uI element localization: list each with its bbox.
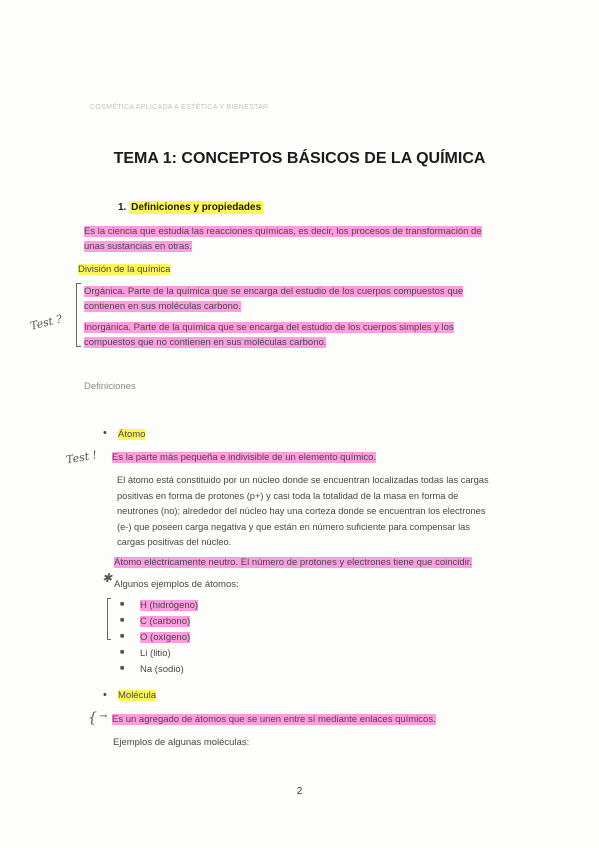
page-title: TEMA 1: CONCEPTOS BÁSICOS DE LA QUÍMICA xyxy=(113,150,486,167)
molecula-definition: Es un agregado de átomos que se unen entre sí mediante enlaces químicos. xyxy=(112,714,436,725)
handwritten-bracket xyxy=(107,598,111,640)
handwritten-note: Test ? xyxy=(28,312,64,333)
brace-icon: { xyxy=(88,710,97,726)
atomo-desc-line: neutrones (no); alrededor del núcleo hay una corteza donde se encuentran los electrones xyxy=(117,506,486,516)
molecula-examples-label: Ejemplos de algunas moléculas: xyxy=(113,737,250,748)
examples-label: Algunos ejemplos de átomos: xyxy=(114,579,239,590)
list-bullet: ■ xyxy=(120,601,125,608)
list-bullet: ■ xyxy=(120,649,125,656)
definiciones-label: Definiciones xyxy=(84,381,136,392)
section-number: 1. xyxy=(118,202,127,213)
star-icon: ✱ xyxy=(102,571,113,585)
section-heading xyxy=(118,202,263,213)
handwritten-bracket xyxy=(76,283,81,347)
bullet-dot: • xyxy=(103,427,107,439)
intro-line: unas sustancias en otras. xyxy=(84,241,192,252)
list-bullet: ■ xyxy=(120,617,125,624)
organica-line: Orgánica. Parte de la química que se encarga del estudio de los cuerpos compuestos que xyxy=(84,286,464,297)
intro-line: Es la ciencia que estudia las reacciones químicas, es decir, los procesos de transformación de xyxy=(84,226,482,237)
arrow-icon: → xyxy=(99,711,108,722)
organica-paragraph xyxy=(84,284,463,314)
page-header: COSMÉTICA APLICADA A ESTÉTICA Y BIENESTAR xyxy=(90,104,269,111)
handwritten-note: Test ! xyxy=(65,448,98,467)
page-number: 2 xyxy=(296,786,303,797)
inorganica-paragraph xyxy=(84,320,454,350)
atomo-desc-line: (e-) que poseen carga negativa y que están en número suficiente para compensar las xyxy=(117,521,470,532)
inorganica-line: compuestos que no contienen en sus moléculas carbono. xyxy=(84,337,327,348)
atomo-description xyxy=(117,473,489,551)
molecula-label: Molécula xyxy=(118,690,157,701)
list-item: O (oxígeno) xyxy=(140,632,191,643)
organica-line: contienen en sus moléculas carbono. xyxy=(84,301,241,312)
atomo-definition: Es la parte más pequeña e indivisible de un elemento químico. xyxy=(112,452,377,463)
intro-paragraph xyxy=(84,224,482,254)
atomo-label: Átomo xyxy=(118,429,146,440)
list-item: Li (litio) xyxy=(140,648,171,659)
section-heading-text: Definiciones y propiedades xyxy=(131,202,262,213)
atomo-desc-line: positivas en forma de protones (p+) y casi toda la totalidad de la masa en forma de xyxy=(117,490,459,501)
atomo-neutral: Átomo eléctricamente neutro. El número de protones y electrones tiene que coincidir. xyxy=(114,557,473,568)
list-bullet: ■ xyxy=(120,633,125,640)
list-item: H (hidrógeno) xyxy=(140,600,199,611)
list-item: Na (sodio) xyxy=(140,664,184,675)
inorganica-line: Inorgánica. Parte de la química que se encarga del estudio de los cuerpos simples y los xyxy=(84,322,454,333)
division-label: División de la química xyxy=(78,264,171,275)
bullet-dot: • xyxy=(103,689,107,701)
list-item: C (carbono) xyxy=(140,616,191,627)
atomo-desc-line: El átomo está constituido por un núcleo donde se encuentran localizadas todas las cargas xyxy=(117,475,489,485)
list-bullet: ■ xyxy=(120,665,125,672)
atomo-desc-line: cargas positivas del núcleo. xyxy=(117,537,232,547)
